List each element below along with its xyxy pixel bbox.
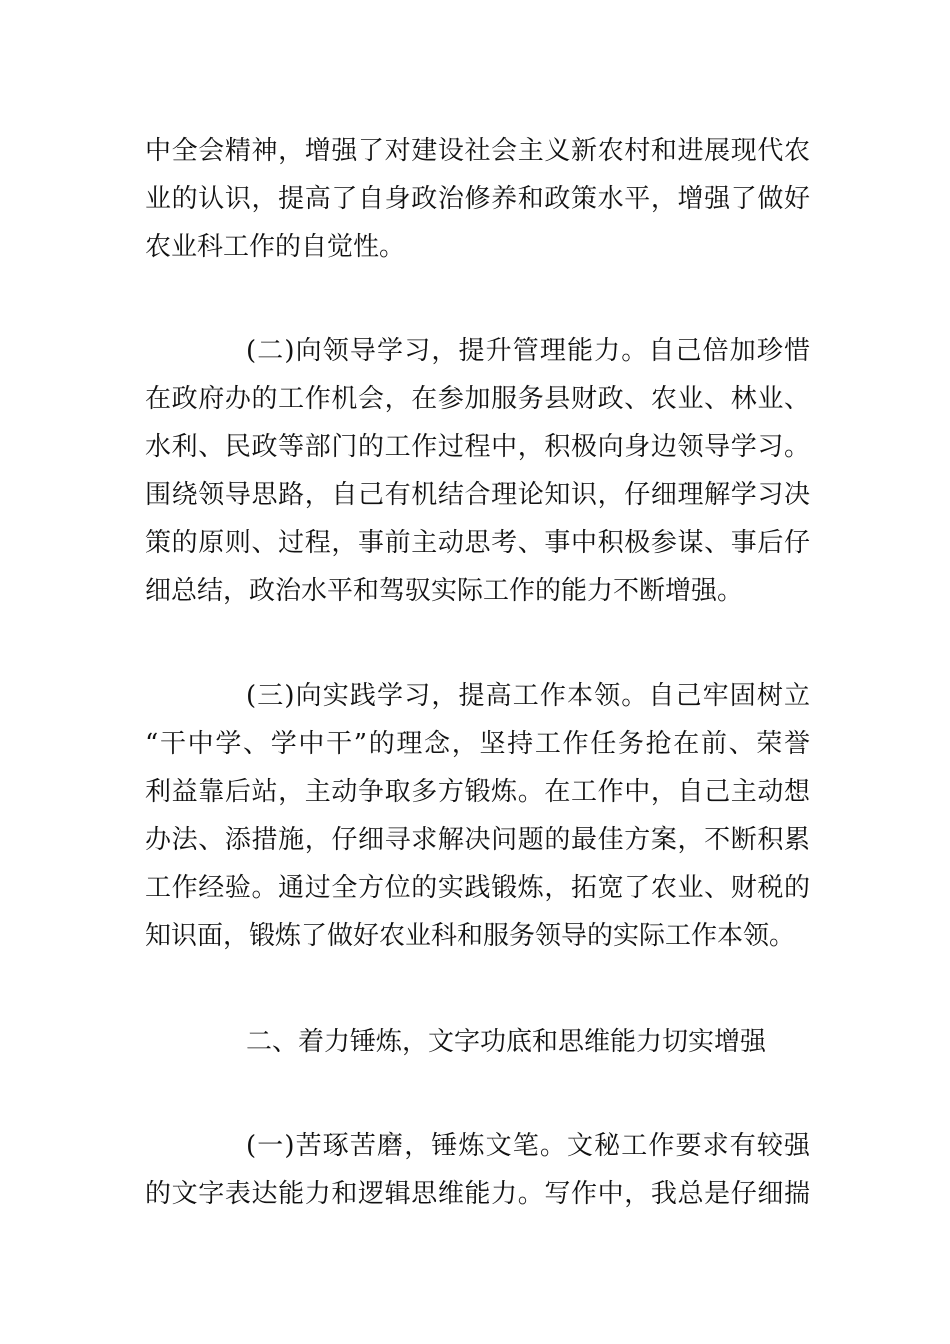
- section-heading: 二、着力锤炼，文字功底和思维能力切实增强: [246, 1027, 767, 1057]
- paragraph-line: “干中学、学中干”的理念，坚持工作任务抢在前、荣誉: [145, 729, 810, 759]
- paragraph-line: 利益靠后站，主动争取多方锻炼。在工作中，自己主动想: [145, 777, 810, 807]
- paragraph-first-line: (一)苦琢苦磨，锤炼文笔。文秘工作要求有较强: [246, 1131, 810, 1161]
- paragraph-line: 业的认识，提高了自身政治修养和政策水平，增强了做好: [145, 184, 810, 214]
- paragraph-first-line: (二)向领导学习，提升管理能力。自己倍加珍惜: [246, 336, 810, 366]
- paragraph-line: 水利、民政等部门的工作过程中，积极向身边领导学习。: [145, 432, 810, 462]
- paragraph-line: 工作经验。通过全方位的实践锻炼，拓宽了农业、财税的: [145, 873, 810, 903]
- paragraph-line: 知识面，锻炼了做好农业科和服务领导的实际工作本领。: [145, 921, 796, 951]
- paragraph-line: 的文字表达能力和逻辑思维能力。写作中，我总是仔细揣: [145, 1179, 810, 1209]
- paragraph-first-line: (三)向实践学习，提高工作本领。自己牢固树立: [246, 681, 810, 711]
- paragraph-line: 中全会精神，增强了对建设社会主义新农村和进展现代农: [145, 136, 810, 166]
- paragraph-line: 在政府办的工作机会，在参加服务县财政、农业、林业、: [145, 384, 810, 414]
- paragraph-line: 策的原则、过程，事前主动思考、事中积极参谋、事后仔: [145, 528, 810, 558]
- paragraph-line: 细总结，政治水平和驾驭实际工作的能力不断增强。: [145, 576, 744, 606]
- paragraph-line: 围绕领导思路，自己有机结合理论知识，仔细理解学习决: [145, 480, 810, 510]
- paragraph-line: 办法、添措施，仔细寻求解决问题的最佳方案，不断积累: [145, 825, 810, 855]
- paragraph-line: 农业科工作的自觉性。: [145, 232, 406, 262]
